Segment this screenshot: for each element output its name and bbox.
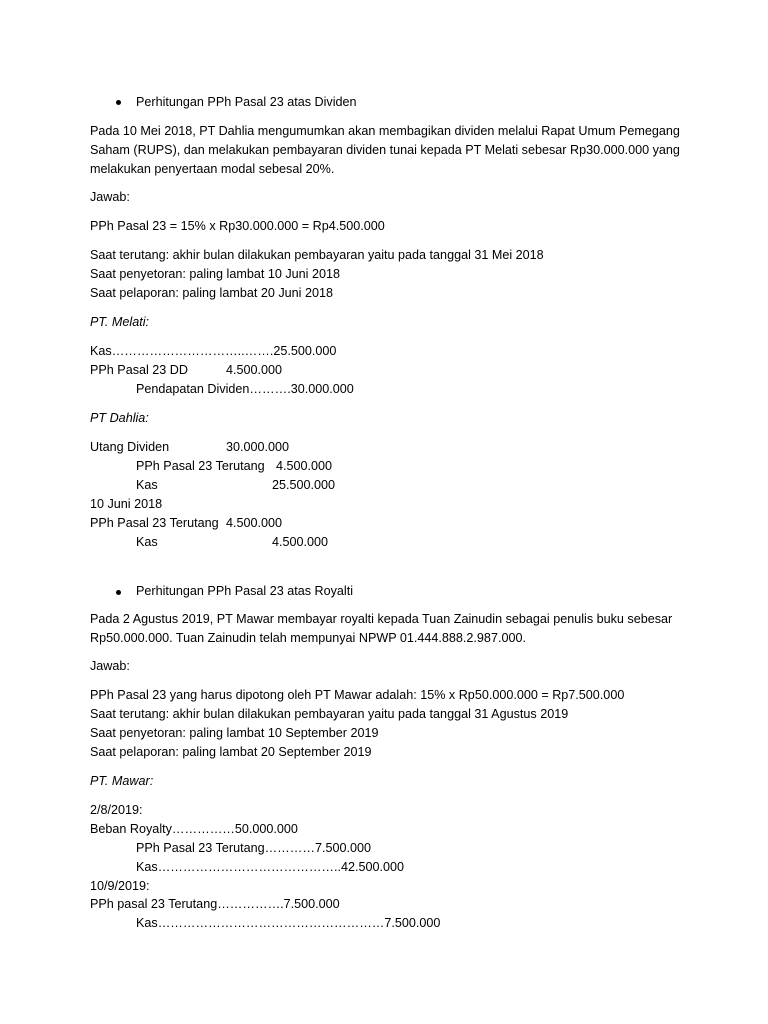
bullet-icon (116, 100, 121, 105)
calculation-text: PPh Pasal 23 yang harus dipotong oleh PT Mawar adalah: 15% x Rp50.000.000 = Rp7.500.000 (90, 688, 625, 702)
terutang-text: Saat terutang: akhir bulan dilakukan pembayaran yaitu pada tanggal 31 Agustus 2019 (90, 707, 569, 721)
paragraph-line: Saham (RUPS), dan melakukan pembayaran dividen tunai kepada PT Melati sebesar Rp30.000.000 yang (90, 143, 680, 157)
journal-line: Kas………………………………………………7.500.000 (136, 916, 441, 930)
journal-line-label: PPh Pasal 23 Terutang (90, 516, 219, 530)
journal-line-value: 30.000.000 (226, 440, 290, 454)
journal-line-value: 4.500.000 (276, 459, 333, 473)
journal-line: PPh Pasal 23 Terutang…………7.500.000 (136, 841, 371, 855)
journal-date: 2/8/2019: (90, 803, 143, 817)
journal-line: Kas……………………………………..42.500.000 (136, 860, 405, 874)
journal-line-label: PPh Pasal 23 Terutang (136, 459, 265, 473)
journal-line: PPh pasal 23 Terutang…………….7.500.000 (90, 897, 340, 911)
paragraph-line: Rp50.000.000. Tuan Zainudin telah mempunyai NPWP 01.444.888.2.987.000. (90, 631, 526, 645)
paragraph-line: melakukan penyertaan modal sebesal 20%. (90, 162, 335, 176)
pelaporan-text: Saat pelaporan: paling lambat 20 September 2019 (90, 745, 372, 759)
pelaporan-text: Saat pelaporan: paling lambat 20 Juni 2018 (90, 286, 333, 300)
penyetoran-text: Saat penyetoran: paling lambat 10 September 2019 (90, 726, 379, 740)
answer-label: Jawab: (90, 190, 130, 204)
terutang-text: Saat terutang: akhir bulan dilakukan pembayaran yaitu pada tanggal 31 Mei 2018 (90, 248, 544, 262)
journal-line-value: 4.500.000 (226, 363, 283, 377)
answer-label: Jawab: (90, 659, 130, 673)
journal-line-value: 4.500.000 (226, 516, 283, 530)
journal-title-dahlia: PT Dahlia: (90, 411, 149, 425)
section-heading: Perhitungan PPh Pasal 23 atas Dividen (136, 95, 357, 109)
calculation-text: PPh Pasal 23 = 15% x Rp30.000.000 = Rp4.500.000 (90, 219, 385, 233)
journal-line: Pendapatan Dividen……….30.000.000 (136, 382, 354, 396)
paragraph-line: Pada 2 Agustus 2019, PT Mawar membayar royalti kepada Tuan Zainudin sebagai penulis buku sebesar (90, 612, 673, 626)
journal-line-label: Utang Dividen (90, 440, 170, 454)
journal-line: Kas…………………………..…….25.500.000 (90, 344, 337, 358)
penyetoran-text: Saat penyetoran: paling lambat 10 Juni 2018 (90, 267, 340, 281)
journal-line: Beban Royalty……………50.000.000 (90, 822, 298, 836)
journal-line-label: PPh Pasal 23 DD (90, 363, 189, 377)
paragraph-line: Pada 10 Mei 2018, PT Dahlia mengumumkan akan membagikan dividen melalui Rapat Umum Pemegang (90, 124, 680, 138)
journal-line-value: 4.500.000 (272, 535, 329, 549)
bullet-icon (116, 590, 121, 595)
section-heading: Perhitungan PPh Pasal 23 atas Royalti (136, 584, 354, 598)
journal-line-label: Kas (136, 478, 158, 492)
journal-line-label: Kas (136, 535, 158, 549)
journal-title-mawar: PT. Mawar: (90, 774, 154, 788)
journal-line-value: 25.500.000 (272, 478, 336, 492)
journal-title-melati: PT. Melati: (90, 315, 150, 329)
journal-date: 10 Juni 2018 (90, 497, 163, 511)
journal-date: 10/9/2019: (90, 879, 150, 893)
